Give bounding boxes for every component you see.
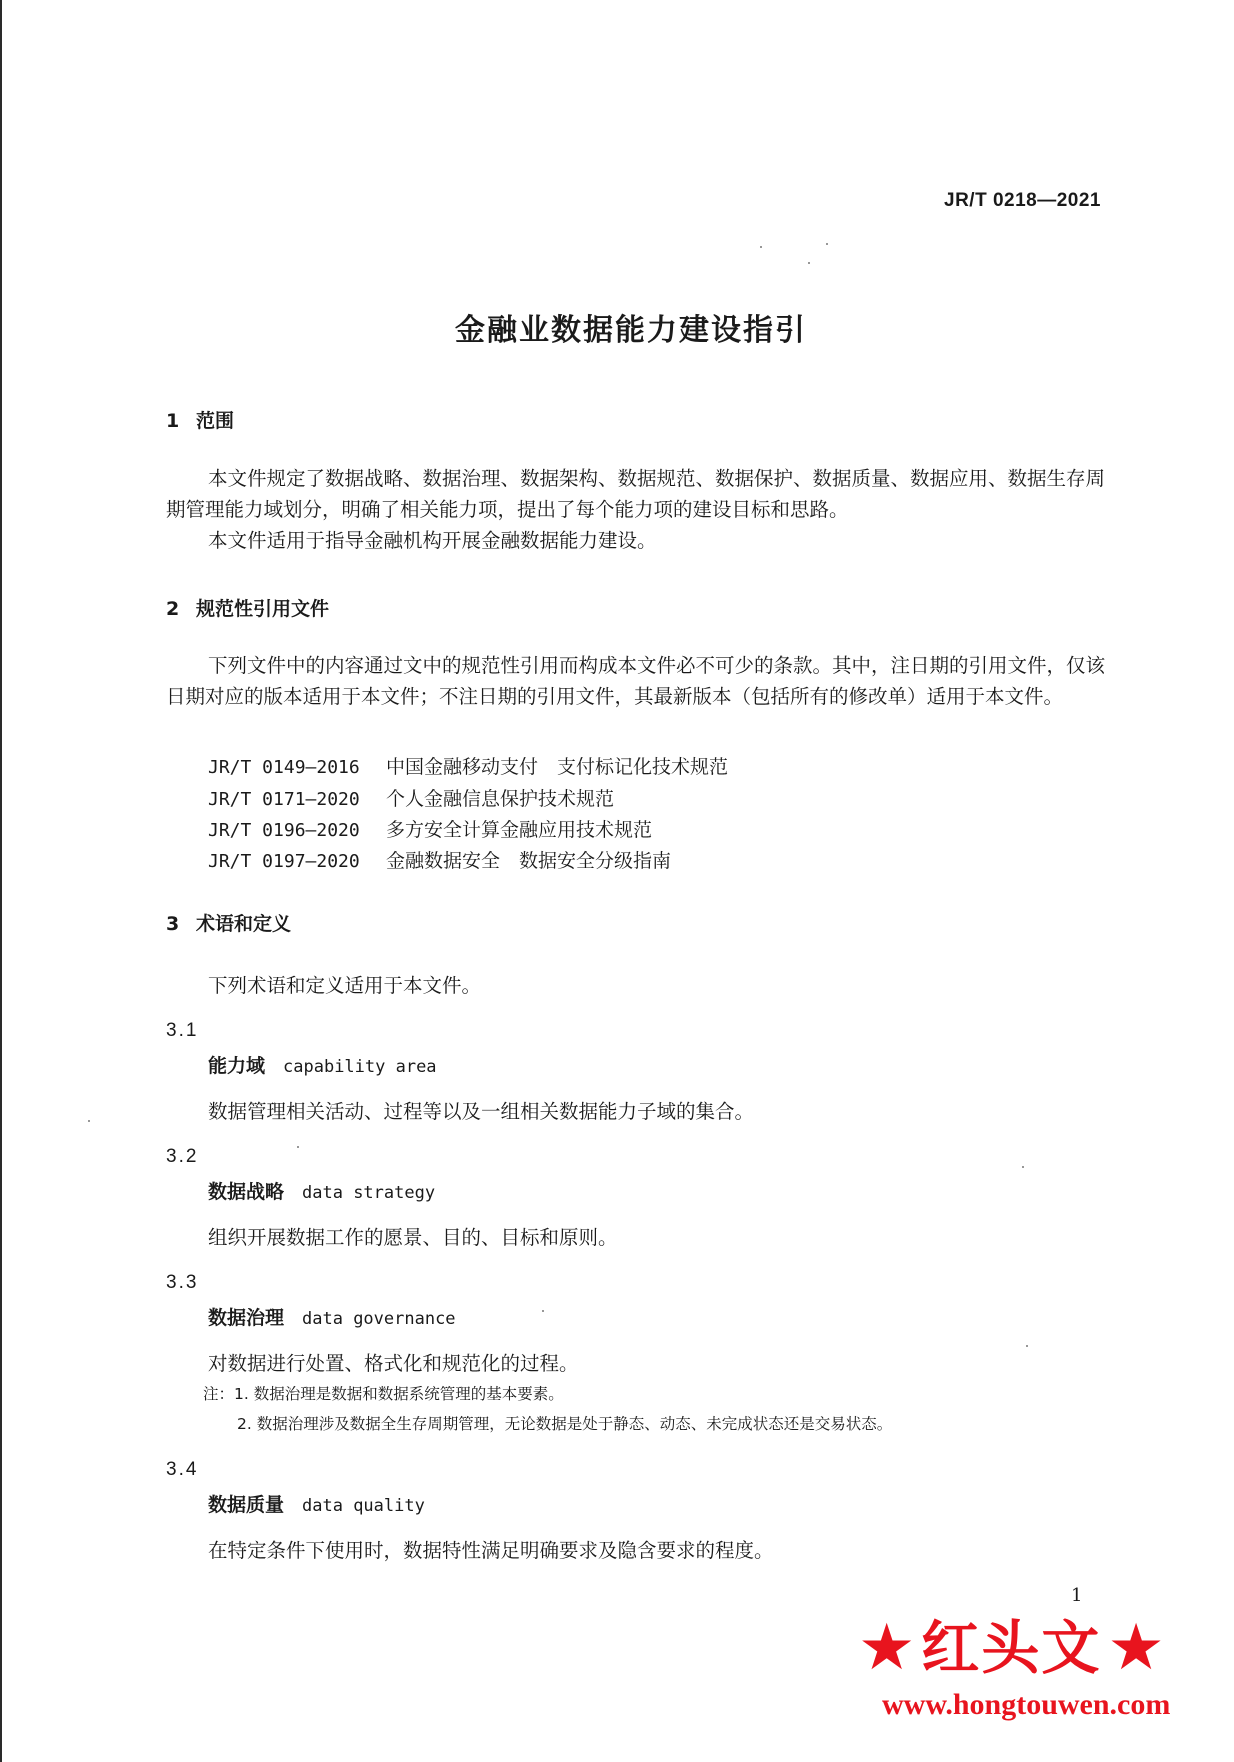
scan-speck [297, 1146, 299, 1148]
scan-speck [542, 1310, 544, 1312]
section-title: 范围 [196, 410, 235, 432]
reference-item [208, 784, 614, 811]
term-number: 3.1 [166, 1020, 199, 1041]
term-en: data strategy [302, 1183, 436, 1203]
reference-item [208, 815, 652, 842]
term-en: capability area [283, 1057, 437, 1077]
term-en: data governance [302, 1309, 456, 1329]
term-zh: 数据战略 [208, 1181, 285, 1203]
reference-title: 个人金融信息保护技术规范 [386, 788, 615, 810]
section-2-heading [166, 594, 329, 621]
section-2-paragraph-1: 下列文件中的内容通过文中的规范性引用而构成本文件必不可少的条款。其中，注日期的引用文件，仅该日期对应的版本适用于本文件；不注日期的引用文件，其最新版本（包括所有的修改单）适用于本文件。 [166, 654, 1106, 708]
scan-speck [826, 243, 828, 245]
scan-speck [760, 246, 762, 248]
term-heading [208, 1051, 437, 1078]
document-title: 金融业数据能力建设指引 [455, 313, 807, 348]
term-zh: 数据质量 [208, 1494, 285, 1516]
reference-title: 多方安全计算金融应用技术规范 [386, 819, 653, 841]
reference-item [208, 752, 728, 779]
reference-code: JR/T 0196—2020 [208, 820, 360, 841]
star-icon: ★ [858, 1611, 916, 1685]
term-zh: 能力域 [208, 1055, 266, 1077]
reference-code: JR/T 0197—2020 [208, 851, 360, 872]
section-title: 术语和定义 [196, 913, 292, 935]
section-number: 3 [166, 913, 180, 935]
term-heading [208, 1303, 456, 1330]
section-1-heading [166, 406, 234, 433]
term-note: 2. 数据治理涉及数据全生存周期管理，无论数据是处于静态、动态、未完成状态还是交易状态。 [237, 1415, 893, 1433]
term-heading [208, 1490, 425, 1517]
section-number: 2 [166, 598, 180, 620]
term-zh: 数据治理 [208, 1307, 285, 1329]
page-number: 1 [1071, 1585, 1083, 1606]
scan-speck [88, 1120, 90, 1122]
term-definition: 数据管理相关活动、过程等以及一组相关数据能力子域的集合。 [208, 1100, 755, 1123]
section-1-paragraph-1: 本文件规定了数据战略、数据治理、数据架构、数据规范、数据保护、数据质量、数据应用、数据生存周期管理能力域划分，明确了相关能力项，提出了每个能力项的建设目标和思路。 [166, 467, 1106, 521]
watermark-text: 红头文 [921, 1614, 1102, 1682]
term-definition: 对数据进行处置、格式化和规范化的过程。 [208, 1352, 579, 1375]
watermark-url: www.hongtouwen.com [882, 1688, 1171, 1721]
reference-title: 中国金融移动支付 支付标记化技术规范 [386, 756, 729, 778]
reference-item [208, 846, 671, 873]
term-en: data quality [302, 1496, 425, 1516]
term-definition: 组织开展数据工作的愿景、目的、目标和原则。 [208, 1226, 618, 1249]
standard-code: JR/T 0218—2021 [944, 190, 1101, 211]
section-3-heading [166, 909, 291, 936]
section-title: 规范性引用文件 [196, 598, 330, 620]
section-number: 1 [166, 410, 180, 432]
term-number: 3.4 [166, 1459, 199, 1480]
scan-speck [1022, 1166, 1024, 1168]
watermark [858, 1611, 1234, 1762]
scan-speck [808, 262, 810, 264]
section-1-paragraph-2: 本文件适用于指导金融机构开展金融数据能力建设。 [208, 529, 657, 552]
reference-code: JR/T 0171—2020 [208, 789, 360, 810]
term-note: 注：1. 数据治理是数据和数据系统管理的基本要素。 [203, 1385, 564, 1403]
reference-title: 金融数据安全 数据安全分级指南 [386, 850, 672, 872]
term-number: 3.3 [166, 1272, 199, 1293]
term-definition: 在特定条件下使用时，数据特性满足明确要求及隐含要求的程度。 [208, 1539, 774, 1562]
watermark-row [858, 1611, 1165, 1685]
star-icon: ★ [1107, 1611, 1165, 1685]
scan-left-edge [0, 0, 2, 1762]
section-3-intro: 下列术语和定义适用于本文件。 [208, 974, 482, 997]
scan-speck [1026, 1345, 1028, 1347]
term-number: 3.2 [166, 1146, 199, 1167]
term-heading [208, 1177, 435, 1204]
reference-code: JR/T 0149—2016 [208, 757, 360, 778]
